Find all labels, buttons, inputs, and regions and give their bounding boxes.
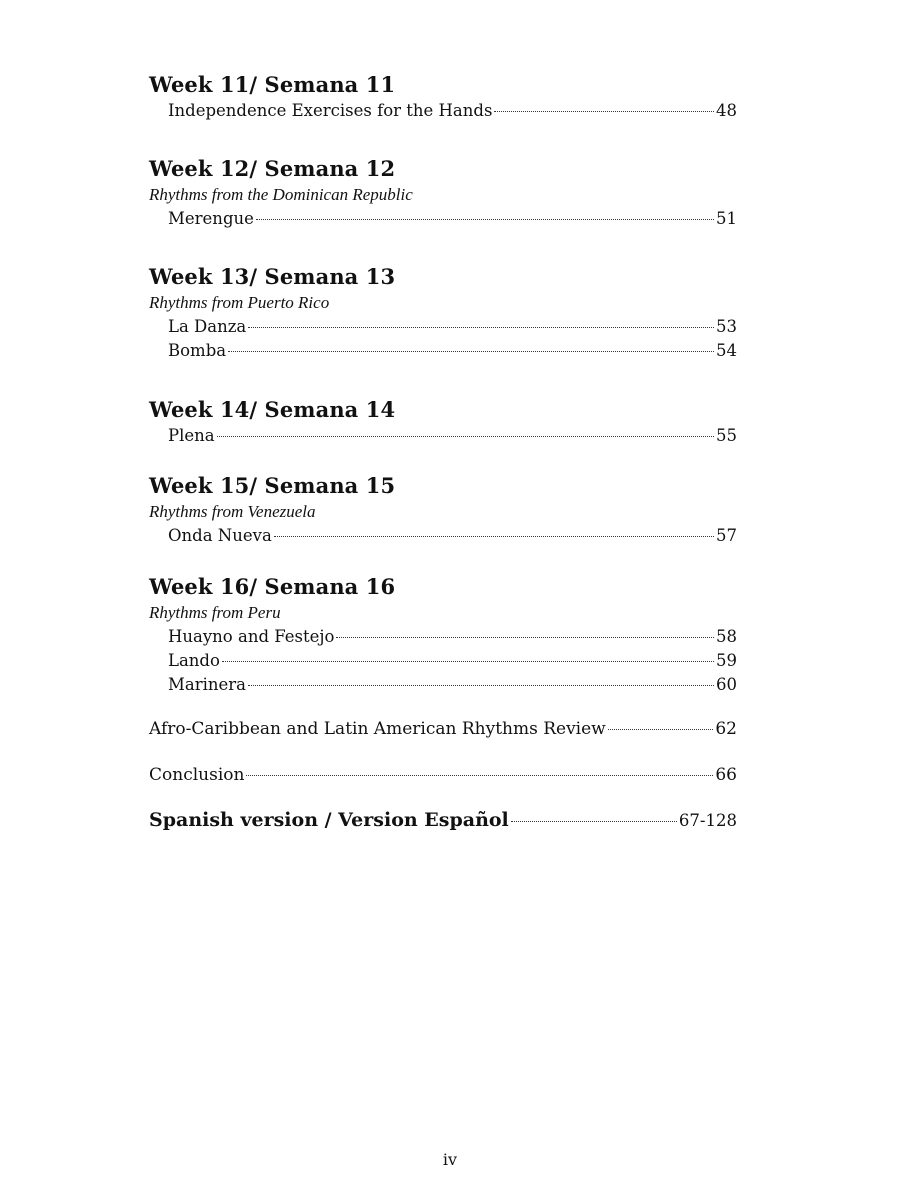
- dot-leader: [256, 219, 714, 220]
- toc-section-week-12: [149, 154, 737, 231]
- toc-entry[interactable]: [149, 649, 737, 673]
- toc-entry-page: 51: [716, 209, 737, 228]
- toc-section-week-16: [149, 572, 737, 697]
- dot-leader: [274, 536, 714, 537]
- dot-leader: [217, 436, 714, 437]
- toc-entry-label: Onda Nueva: [168, 526, 272, 545]
- toc-entry-page: 59: [716, 651, 737, 670]
- toc-entry[interactable]: [149, 207, 737, 231]
- toc-section-week-13: [149, 262, 737, 363]
- dot-leader: [494, 111, 714, 112]
- section-subtitle: Rhythms from Puerto Rico: [149, 293, 330, 312]
- toc-entry-label: Marinera: [168, 675, 247, 694]
- toc-entry-label: Huayno and Festejo: [168, 627, 335, 646]
- section-subtitle: Rhythms from Peru: [149, 603, 281, 622]
- toc-entry-page: 57: [716, 526, 737, 545]
- toc-entry-label: La Danza: [168, 317, 247, 336]
- toc-entry[interactable]: [149, 315, 737, 339]
- toc-entry-page: 66: [715, 765, 737, 785]
- toc-entry-page: 67-128: [678, 811, 737, 830]
- toc-entry[interactable]: [149, 424, 737, 448]
- section-title: Week 14/ Semana 14: [149, 397, 396, 422]
- toc-entry-label: Independence Exercises for the Hands: [168, 101, 493, 120]
- toc-entry-conclusion[interactable]: [149, 763, 737, 787]
- toc-entry-label: Lando: [168, 651, 220, 670]
- dot-leader: [248, 685, 714, 686]
- toc-entry-label: Bomba: [168, 341, 227, 360]
- dot-leader: [608, 729, 714, 730]
- section-subtitle: Rhythms from the Dominican Republic: [149, 185, 413, 204]
- section-title: Week 11/ Semana 11: [149, 72, 396, 97]
- section-title: Week 16/ Semana 16: [149, 574, 396, 599]
- toc-section-week-14: [149, 395, 737, 448]
- toc-entry-label: Conclusion: [149, 765, 245, 785]
- dot-leader: [222, 661, 714, 662]
- toc-section-week-11: [149, 70, 737, 123]
- toc-entry-label: Merengue: [168, 209, 254, 228]
- dot-leader: [248, 327, 714, 328]
- toc-entry-page: 48: [716, 101, 737, 120]
- toc-entry[interactable]: [149, 673, 737, 697]
- toc-entry-page: 60: [716, 675, 737, 694]
- section-subtitle: Rhythms from Venezuela: [149, 502, 316, 521]
- toc-section-week-15: [149, 471, 737, 548]
- toc-entry[interactable]: [149, 625, 737, 649]
- toc-entry-review[interactable]: [149, 717, 737, 741]
- section-title: Week 15/ Semana 15: [149, 473, 396, 498]
- toc-entry[interactable]: [149, 524, 737, 548]
- toc-entry-page: 58: [716, 627, 737, 646]
- dot-leader: [336, 637, 714, 638]
- dot-leader: [228, 351, 714, 352]
- dot-leader: [511, 821, 677, 822]
- toc-entry-spanish-version[interactable]: [149, 808, 737, 833]
- section-title: Week 12/ Semana 12: [149, 156, 396, 181]
- toc-entry-page: 55: [716, 426, 737, 445]
- toc-entry-page: 53: [716, 317, 737, 336]
- section-title: Week 13/ Semana 13: [149, 264, 396, 289]
- toc-entry-page: 54: [716, 341, 737, 360]
- page-number: iv: [442, 1150, 458, 1169]
- table-of-contents: [149, 70, 737, 855]
- dot-leader: [246, 775, 713, 776]
- toc-entry-page: 62: [715, 719, 737, 739]
- toc-entry[interactable]: [149, 99, 737, 123]
- toc-entry-label: Plena: [168, 426, 215, 445]
- toc-entry-label: Afro-Caribbean and Latin American Rhythms Review: [149, 719, 606, 739]
- toc-entry[interactable]: [149, 339, 737, 363]
- toc-entry-label: Spanish version / Version Español: [149, 809, 509, 831]
